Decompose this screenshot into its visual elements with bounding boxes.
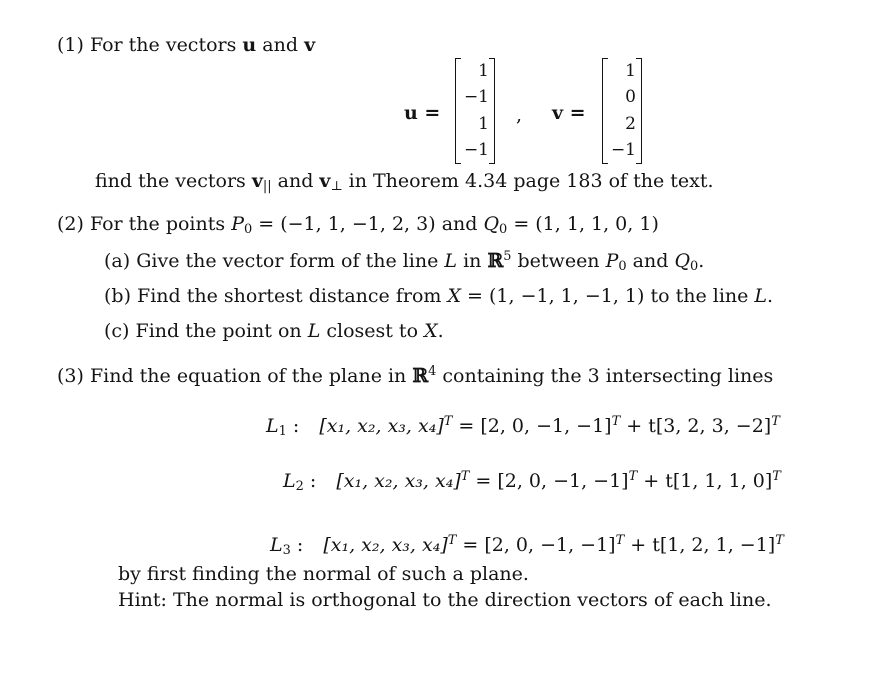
problem-2-and: and — [441, 213, 478, 235]
vector-u-symbol: u — [242, 34, 257, 56]
v-parallel: v — [251, 170, 263, 192]
problem-3-header — [57, 363, 774, 387]
point-x: X — [447, 285, 461, 307]
l2-sub: 2 — [295, 479, 304, 495]
l1-point: = [2, 0, −1, −1] — [452, 415, 612, 437]
l1-t2: T — [611, 413, 621, 429]
l2-lhs: [x₁, x₂, x₃, x₄] — [336, 470, 461, 492]
v-entry-3: 2 — [625, 113, 636, 134]
part-c-text-1: Find the point on — [135, 320, 302, 342]
problem-1-header — [57, 36, 315, 55]
l3-t3: T — [775, 532, 784, 548]
v-perpendicular: v — [319, 170, 331, 192]
l2-name: L — [283, 470, 296, 492]
part-a-in: in — [463, 250, 482, 272]
vector-v-matrix — [602, 58, 642, 164]
u-entry-2: −1 — [463, 87, 489, 108]
point-q0: Q — [483, 213, 500, 235]
part-a-text-1: Give the vector form of the line — [136, 250, 439, 272]
line-l: L — [444, 250, 458, 272]
vector-v-symbol: v — [304, 34, 316, 56]
problem-2b — [104, 287, 773, 306]
u-entry-4: −1 — [463, 140, 489, 161]
l3-colon: : — [296, 534, 304, 556]
x-value: = (1, −1, 1, −1, 1) — [467, 285, 645, 307]
v-equals: v = — [552, 102, 586, 124]
l1-lhs: [x₁, x₂, x₃, x₄] — [319, 415, 444, 437]
part-b-text-1: Find the shortest distance from — [137, 285, 442, 307]
part-b-period: . — [767, 285, 774, 307]
problem-3-label: (3) — [57, 365, 84, 387]
l1-direction: + t[3, 2, 3, −2] — [620, 415, 772, 437]
problem-1-intro: For the vectors — [89, 34, 237, 56]
r4-superscript: 4 — [428, 363, 437, 379]
vector-u-matrix — [455, 58, 495, 164]
l2-t2: T — [628, 468, 638, 484]
u-entry-3: 1 — [478, 113, 489, 134]
l3-lhs: [x₁, x₂, x₃, x₄] — [323, 534, 448, 556]
real-space-r5: ℝ — [487, 250, 504, 272]
part-a-q0-sub: 0 — [690, 259, 699, 275]
problem-1-find-line — [95, 170, 714, 195]
point-p0: P — [231, 213, 244, 235]
l2-t1: T — [460, 468, 470, 484]
part-a-and: and — [632, 250, 669, 272]
problem-2-label: (2) — [57, 213, 84, 235]
problem-1-and: and — [262, 34, 299, 56]
l1-name: L — [266, 415, 279, 437]
problem-2-text: For the points — [89, 213, 226, 235]
part-b-text-2: to the line — [650, 285, 749, 307]
part-a-between: between — [517, 250, 600, 272]
l3-point: = [2, 0, −1, −1] — [456, 534, 616, 556]
v-entry-1: 1 — [625, 60, 636, 81]
u-entry-1: 1 — [478, 60, 489, 81]
find-prefix: find the vectors — [95, 170, 246, 192]
problem-3-by-text: by first finding the normal of such a plane. — [118, 563, 529, 585]
l2-colon: : — [309, 470, 317, 492]
part-c-line-l: L — [307, 320, 321, 342]
l2-point: = [2, 0, −1, −1] — [469, 470, 629, 492]
r5-superscript: 5 — [503, 248, 512, 264]
v-entry-2: 0 — [625, 87, 636, 108]
q0-value: = (1, 1, 1, 0, 1) — [513, 213, 659, 235]
line-equation-l2 — [283, 468, 781, 495]
part-c-label: (c) — [104, 320, 130, 342]
l3-t2: T — [615, 532, 625, 548]
v-entry-4: −1 — [610, 140, 636, 161]
part-a-label: (a) — [104, 250, 131, 272]
p0-value: = (−1, 1, −1, 2, 3) — [258, 213, 436, 235]
l1-t3: T — [771, 413, 780, 429]
part-b-label: (b) — [104, 285, 131, 307]
perp-subscript: ⊥ — [330, 179, 343, 195]
l3-direction: + t[1, 2, 1, −1] — [624, 534, 776, 556]
vector-separator-comma: , — [516, 104, 523, 126]
line-equation-l3 — [270, 532, 784, 559]
problem-3-hint: Hint: The normal is orthogonal to the direction vectors of each line. — [118, 589, 772, 611]
problem-2-header — [57, 213, 659, 238]
l1-sub: 1 — [278, 424, 287, 440]
u-equals: u = — [404, 102, 441, 124]
l3-name: L — [270, 534, 283, 556]
problem-1-label: (1) — [57, 34, 84, 56]
real-space-r4: ℝ — [412, 365, 429, 387]
l3-t1: T — [447, 532, 457, 548]
l1-t1: T — [443, 413, 453, 429]
l1-colon: : — [292, 415, 300, 437]
part-c-period: . — [437, 320, 444, 342]
parallel-subscript: || — [262, 179, 272, 195]
part-a-q0: Q — [674, 250, 691, 272]
problem-3-text-post: containing the 3 intersecting lines — [442, 365, 774, 387]
part-b-line-l: L — [754, 285, 768, 307]
problem-2a — [104, 248, 705, 275]
part-c-point-x: X — [424, 320, 438, 342]
l3-sub: 3 — [282, 543, 291, 559]
find-and: and — [277, 170, 314, 192]
part-c-text-2: closest to — [326, 320, 419, 342]
problem-3-text-pre: Find the equation of the plane in — [89, 365, 407, 387]
p0-subscript: 0 — [243, 222, 253, 238]
part-a-period: . — [698, 250, 705, 272]
q0-subscript: 0 — [499, 222, 508, 238]
part-a-p0: P — [605, 250, 619, 272]
line-equation-l1 — [266, 413, 780, 440]
part-a-p0-sub: 0 — [618, 259, 627, 275]
problem-2c — [104, 322, 444, 341]
l2-t3: T — [772, 468, 781, 484]
find-suffix: in Theorem 4.34 page 183 of the text. — [348, 170, 714, 192]
l2-direction: + t[1, 1, 1, 0] — [637, 470, 773, 492]
